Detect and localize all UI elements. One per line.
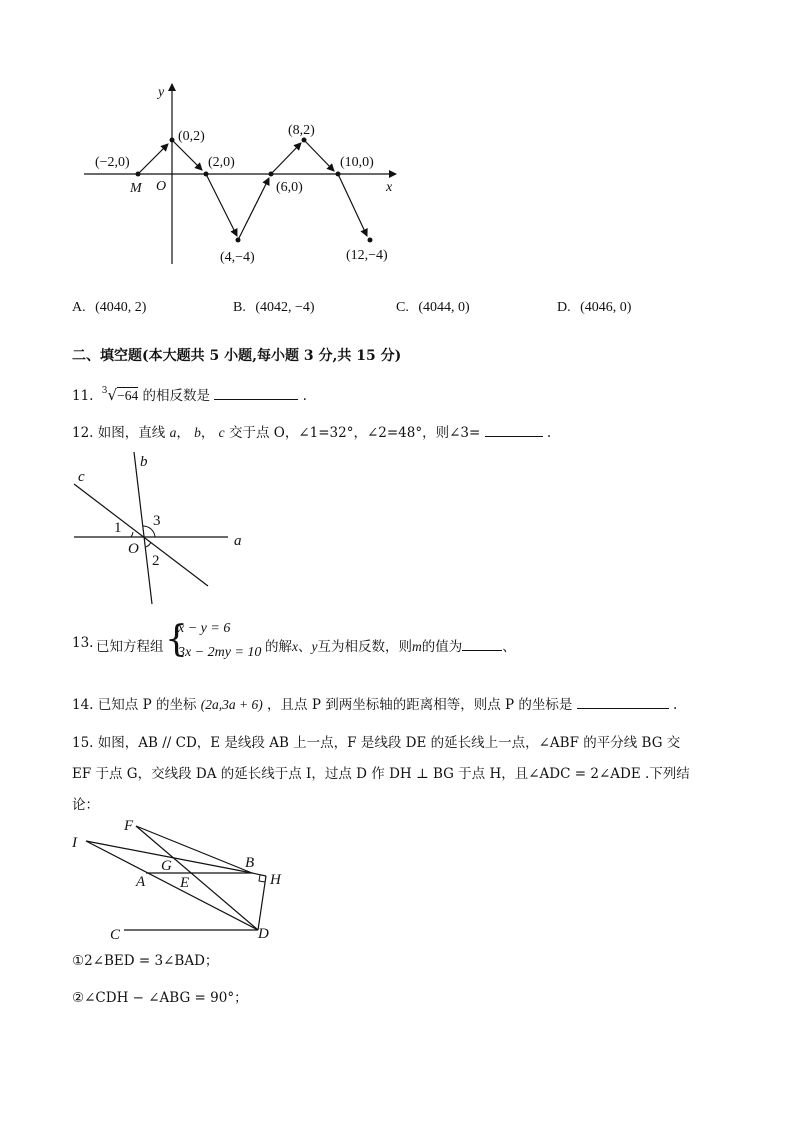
equation-2: 3x − 2my = 10: [178, 645, 262, 660]
origin-label: O: [156, 179, 167, 194]
question-number: 11.: [72, 388, 94, 404]
point: [269, 172, 274, 177]
text-opposite: 互为相反数，则: [317, 639, 412, 655]
var-m: m: [412, 639, 422, 654]
angle-arc-2: [146, 542, 151, 547]
point: [170, 138, 175, 143]
label-F: F: [124, 818, 134, 834]
option-letter: D.: [557, 300, 571, 315]
answer-blank[interactable]: [214, 385, 298, 400]
label-H: H: [270, 872, 281, 888]
label-c: c: [78, 469, 85, 485]
point: [204, 172, 209, 177]
var-c: c: [218, 425, 225, 440]
root-index: 3: [101, 385, 108, 396]
question-text: 已知点 P 的坐标: [97, 697, 197, 713]
segment-ID: [86, 841, 258, 930]
segment: [271, 143, 301, 174]
question-text: 如图，AB // CD，E 是线段 AB 上一点，F 是线段 DE 的延长线上一点，∠ABF 的平分线 BG 交: [97, 735, 681, 751]
option-b[interactable]: [233, 300, 315, 316]
question-15-line-2: EF 于点 G，交线段 DA 的延长线于点 I，过点 D 作 DH ⊥ BG 于点 H，且∠ADC = 2∠ADE .下列结: [72, 766, 690, 782]
segment-BH: [252, 873, 266, 876]
option-a[interactable]: [72, 300, 146, 316]
coord-label: (8,2): [288, 123, 315, 138]
segment: [206, 174, 237, 236]
option-value: (4040, 2): [95, 300, 147, 315]
section-title: 二、填空题(本大题共 5 小题,每小题 3 分,共 15 分): [72, 348, 402, 364]
question-11: [72, 384, 307, 404]
option-letter: C.: [396, 300, 409, 315]
label-G: G: [161, 858, 172, 874]
question-number: 14.: [72, 697, 94, 713]
text-value: 的值为: [421, 639, 463, 655]
lines-figure: [60, 445, 260, 610]
point-label-m: M: [130, 181, 142, 196]
question-text: 如图，直线: [97, 425, 166, 441]
angle-arc-1: [131, 532, 133, 537]
separator: 、: [298, 639, 312, 655]
segment: [238, 178, 269, 240]
line-c: [74, 484, 208, 586]
geometry-figure: [65, 812, 295, 947]
conclusion-2: ②∠CDH − ∠ABG = 90°；: [72, 990, 248, 1006]
question-12: 12. 如图，直线 a， b， c 交于点 O，∠1=32°，∠2=48°，则∠3= .: [72, 421, 551, 441]
var-y: y: [311, 639, 318, 654]
axis-label-x: x: [386, 180, 393, 195]
question-13: [72, 620, 772, 666]
question-text: 已知方程组: [96, 639, 164, 655]
coord-label: (2,0): [208, 155, 235, 170]
question-number: 15.: [72, 735, 94, 751]
axis-label-y: y: [158, 85, 165, 100]
label-D: D: [258, 926, 269, 942]
question-end: .: [302, 388, 307, 404]
var-x: x: [292, 639, 298, 654]
segment-FD: [136, 826, 258, 930]
option-c[interactable]: [396, 300, 470, 316]
angle-label-2: 2: [152, 553, 160, 569]
option-value: (4044, 0): [418, 300, 470, 315]
point: [336, 172, 341, 177]
option-letter: B.: [233, 300, 246, 315]
point: [136, 172, 141, 177]
var-a: a: [169, 425, 177, 440]
coord-label: (12,−4): [346, 248, 388, 263]
option-letter: A.: [72, 300, 86, 315]
segment-FB: [136, 826, 255, 873]
label-C: C: [110, 927, 121, 943]
equation-1: x − y = 6: [178, 621, 231, 636]
label-E: E: [180, 875, 190, 891]
radicand: −64: [117, 388, 139, 403]
segment: [172, 140, 202, 170]
question-end: .: [546, 425, 552, 441]
cube-root: $^3$√−64: [101, 385, 139, 404]
question-text-2: 交于点 O，∠1=32°，∠2=48°，则∠3=: [228, 425, 481, 441]
segment: [304, 140, 334, 171]
coord-label: (10,0): [340, 155, 374, 170]
question-number: 12.: [72, 425, 94, 441]
system-brace: {: [165, 619, 188, 660]
label-a: a: [234, 533, 242, 549]
label-b: b: [140, 454, 148, 470]
option-d[interactable]: [557, 300, 631, 316]
option-value: (4046, 0): [580, 300, 632, 315]
conclusion-1: ①2∠BED = 3∠BAD；: [72, 953, 219, 969]
coord-label: (4,−4): [220, 250, 255, 265]
point: [368, 238, 373, 243]
answer-blank[interactable]: [577, 694, 669, 709]
angle-label-3: 3: [153, 513, 161, 529]
coord-label: (6,0): [276, 180, 303, 195]
question-text: 的相反数是: [142, 388, 210, 404]
answer-blank[interactable]: [485, 422, 543, 437]
segment: [138, 147, 165, 174]
option-value: (4042, −4): [255, 300, 315, 315]
label-I: I: [72, 835, 77, 851]
angle-label-1: 1: [114, 520, 122, 536]
question-15-line-3: 论：: [72, 797, 99, 813]
question-number: 13.: [72, 635, 94, 651]
coordinate-expression: (2a,3a + 6): [200, 697, 263, 712]
segment: [338, 174, 367, 236]
label-B: B: [245, 855, 255, 871]
label-A: A: [136, 874, 146, 890]
answer-blank[interactable]: [462, 636, 502, 651]
coordinate-graph: [60, 70, 420, 280]
question-end: 、: [502, 639, 516, 655]
question-15-line-1: [72, 731, 680, 751]
question-end: .: [672, 697, 678, 713]
label-o: O: [128, 541, 139, 557]
point: [236, 238, 241, 243]
question-text-2: [265, 635, 516, 655]
question-text-2: ，且点 P 到两坐标轴的距离相等，则点 P 的坐标是: [267, 697, 573, 713]
segment-HD: [258, 876, 266, 930]
coord-label: (−2,0): [95, 155, 130, 170]
var-b: b: [194, 425, 201, 440]
coord-label: (0,2): [178, 129, 205, 144]
point: [302, 138, 307, 143]
question-14: [72, 693, 677, 713]
text-solution: 的解: [265, 639, 292, 655]
